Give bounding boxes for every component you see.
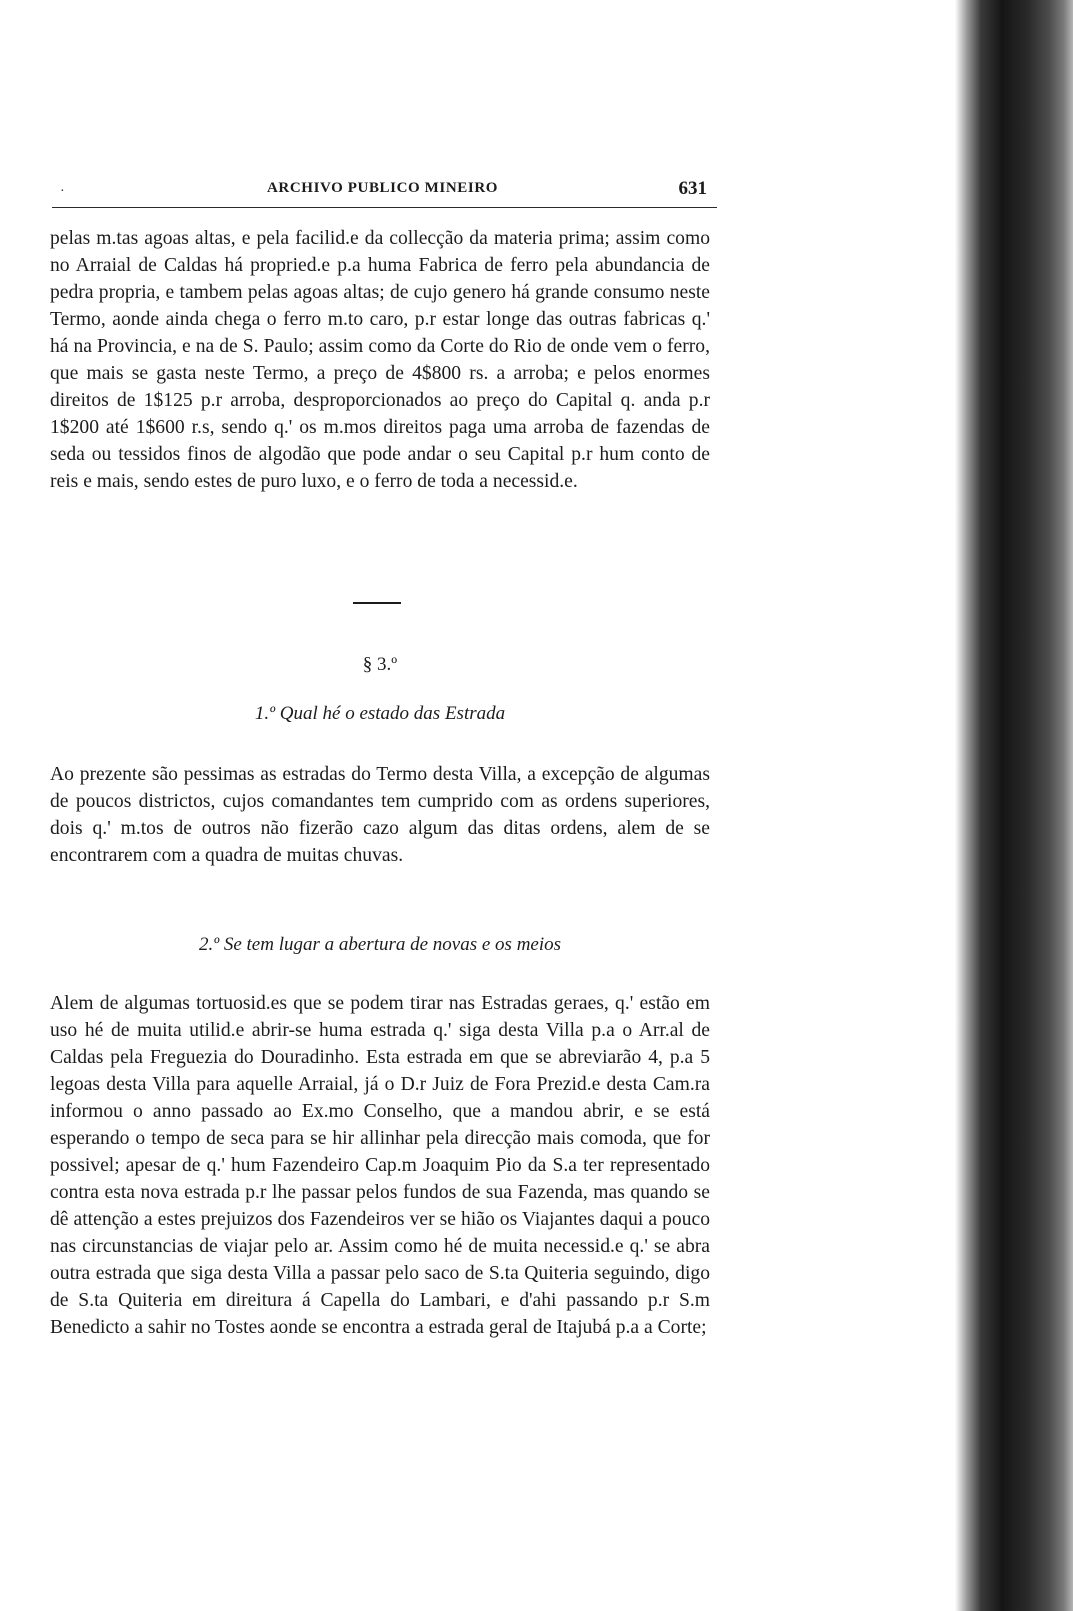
paragraph-new-roads: Alem de algumas tortuosid.es que se podem tirar nas Estradas geraes, q.' estão em uso hé de muita utilid.e abrir-se huma estrada q.' siga desta Villa p.a o Arr.al de Caldas pela Freguezia do Douradinho. Esta estrada em que se abreviarão 4, p.a 5 legoas desta Villa para aquelle Arraial, já o D.r Juiz de Fora Prezid.e desta Cam.ra informou o anno passado ao Ex.mo Conselho, que a mandou abrir, e se está esperando o tempo de seca para se hir allinhar pela direcção mais comoda, que for possivel; apesar de q.' hum Fazendeiro Cap.m Joaquim Pio da S.a ter representado contra esta nova estrada p.r lhe passar pelos fundos de sua Fazenda, mas quando se dê attenção a estes prejuizos dos Fazendeiros ver se hião os Viajantes daqui a pouco nas circunstancias de viajar pelo ar. Assim como hé de muita necessid.e q.' se abra outra estrada que siga desta Villa a passar pelo saco de S.ta Quiteria seguindo, digo de S.ta Quiteria em direitura á Capella do Lambari, e d'ahi passando p.r S.m Benedicto a sahir no Tostes aonde se encontra a estrada geral de Itajubá p.a a Corte; [50,993,710,1338]
scanned-book-edge [955,0,1073,1611]
question-heading-2: 2.º Se tem lugar a abertura de novas e os meios [198,934,562,955]
paragraph-industry: pelas m.tas agoas altas, e pela facilid.e da collecção da materia prima; assim como no Arraial de Caldas há propried.e p.a huma Fabrica de ferro pela abundancia de pedra propria, e tambem pelas agoas altas; de cujo genero há grande consumo neste Termo, aonde ainda chega o ferro m.to caro, p.r estar longe das outras fabricas q.' há na Provincia, e na de S. Paulo; assim como da Corte do Rio de onde vem o ferro, que mais se gasta neste Termo, a preço de 4$800 rs. a arroba; e pelos enormes direitos de 1$125 p.r arroba, desproporcionados ao preço do Capital q. anda p.r 1$200 até 1$600 r.s, sendo q.' os m.mos direitos paga uma arroba de fazendas de seda ou tessidos finos de algodão que pode andar o seu Capital p.r hum conto de reis e mais, sendo estes de puro luxo, e o ferro de toda a necessid.e. [50,228,710,492]
header-rule [52,207,717,208]
question-heading-1: 1.º Qual hé o estado das Estrada [254,703,506,724]
section-separator [353,602,401,604]
section-number: § 3.º [362,654,398,675]
running-title: ARCHIVO PUBLICO MINEIRO [267,180,499,196]
paragraph-roads-state: Ao prezente são pessimas as estradas do Termo desta Villa, a excepção de algumas de poucos districtos, cujos comandantes tem cumprido com as ordens superiores, dois q.' m.tos de outros não fizerão cazo algum das ditas ordens, alem de se encontrarem com a quadra de muitas chuvas. [50,764,710,866]
header-dot: · [60,184,65,199]
page-number: 631 [678,178,707,199]
page-header [52,176,717,210]
